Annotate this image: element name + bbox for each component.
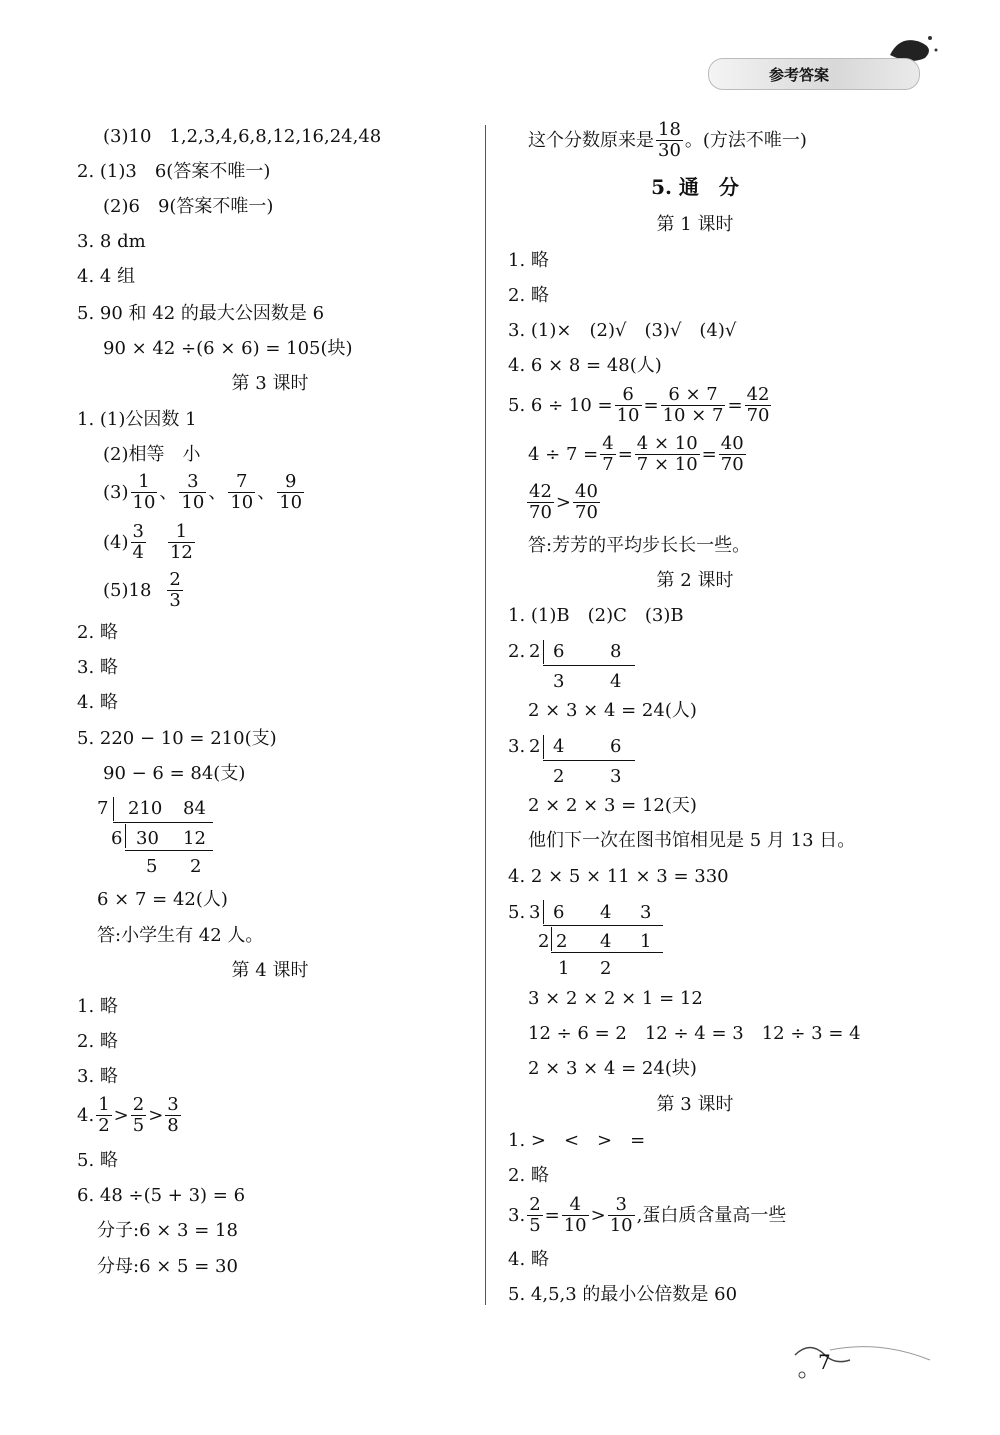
answer-line: 2 × 2 × 3 = 12(天) [528,795,697,816]
answer-line: 6. 48 ÷(5 + 3) = 6 [77,1185,246,1206]
item-label: 3. [508,736,526,757]
operator: = [643,394,659,416]
fraction: $\frac{3}{8}$ [167,1094,179,1136]
answer-line: 12 ÷ 6 = 2 12 ÷ 4 = 3 12 ÷ 3 = 4 [528,1023,861,1044]
chapter-heading: 5. 通 分 [651,175,739,199]
answer-line: 2. 略 [508,285,549,306]
answer-line-fraction [528,120,807,161]
fraction: $\frac{40}{70}$ [575,481,598,523]
item-label: 4. [77,1104,95,1126]
item-label: (5)18 [103,579,152,601]
division-bar [125,850,213,851]
answer-line: 答:芳芳的平均步长长一些。 [528,535,751,556]
separator: 、 [208,481,227,503]
answer-line: 分子:6 × 3 = 18 [97,1220,238,1241]
fraction: $\frac{1}{10}$ [132,471,156,513]
dividend: 8 [610,641,622,662]
fraction: $\frac{4}{10}$ [563,1194,587,1236]
division-bar [543,900,544,924]
text: 5. 6 ÷ 10 = [508,394,613,416]
division-bar [543,640,544,664]
text: 。(方法不唯一) [684,129,807,151]
text: ,蛋白质含量高一些 [636,1204,787,1226]
quotient: 12 [183,828,206,849]
answer-line: (2)相等 小 [103,444,201,465]
division-bar [551,927,552,951]
division-bar [543,735,544,759]
answer-line: 5. 4,5,3 的最小公倍数是 60 [508,1284,738,1305]
fraction-equation-line [508,385,773,426]
answer-line: 4. 略 [508,1249,549,1270]
answer-line: 4. 2 × 5 × 11 × 3 = 330 [508,866,729,887]
division-bar [125,824,126,848]
fraction-compare-line [77,1095,183,1136]
fraction: $\frac{40}{70}$ [720,433,744,475]
answer-line: 1. > < > = [508,1130,646,1151]
answer-line: 4. 略 [77,692,118,713]
separator: 、 [257,481,276,503]
fraction-compare-line [508,1195,786,1236]
answer-line: 90 × 42 ÷(6 × 6) = 105(块) [103,338,353,359]
divisor: 2 [529,736,541,757]
answer-line: (2)6 9(答案不唯一) [103,196,274,217]
divisor: 7 [97,798,109,819]
section-heading: 第 3 课时 [656,1094,734,1115]
division-bar [113,797,114,821]
section-heading: 第 4 课时 [231,960,309,981]
answer-line: 5. 90 和 42 的最大公因数是 6 [77,303,325,324]
fraction-line-3 [103,472,306,513]
item-label: 5. [508,902,526,923]
answer-line: 1. 略 [508,250,549,271]
dividend: 210 [128,798,163,819]
text: 4 ÷ 7 = [528,443,599,465]
header-badge [708,58,920,90]
operator: > [113,1104,129,1126]
fraction: $\frac{9}{10}$ [279,471,303,513]
dividend: 4 [553,736,565,757]
answer-line: 90 − 6 = 84(支) [103,763,246,784]
answer-line: 他们下一次在图书馆相见是 5 月 13 日。 [528,830,856,851]
answer-line: 2 × 3 × 4 = 24(人) [528,700,697,721]
divisor: 2 [529,641,541,662]
fraction: $\frac{1}{12}$ [169,521,193,563]
answer-line: 1. (1)公因数 1 [77,409,197,430]
quotient: 2 [556,931,568,952]
item-label: (3) [103,481,129,503]
fraction: $\frac{42}{70}$ [529,481,552,523]
fraction: $\frac{6}{10}$ [616,384,640,426]
answer-line: 2 × 3 × 4 = 24(块) [528,1058,697,1079]
fraction: $\frac{6 \times 7}{10 \times 7}$ [662,384,724,426]
answer-line: 分母:6 × 5 = 30 [97,1256,238,1277]
dividend: 4 [600,902,612,923]
answer-line: 2. (1)3 6(答案不唯一) [77,161,271,182]
divisor: 3 [529,902,541,923]
division-bar [543,925,663,926]
quotient: 2 [600,958,612,979]
fraction-line-5 [103,570,185,611]
fraction: $\frac{2}{5}$ [132,1094,145,1136]
quotient: 5 [146,856,158,877]
division-bar [543,665,635,666]
answer-line: 3 × 2 × 2 × 1 = 12 [528,988,703,1009]
quotient: 4 [600,931,612,952]
quotient: 4 [610,671,622,692]
answer-line: 3. (1)× (2)√ (3)√ (4)√ [508,320,737,341]
fraction: $\frac{3}{10}$ [181,471,205,513]
fraction: $\frac{2}{5}$ [529,1194,541,1236]
answer-line: 4. 4 组 [77,266,136,287]
operator: > [148,1104,164,1126]
quotient: 2 [190,856,202,877]
section-heading: 第 2 课时 [656,570,734,591]
quotient: 3 [553,671,565,692]
division-bar [551,952,663,953]
quotient: 1 [558,958,570,979]
fraction-compare-line [525,482,602,523]
column-divider [485,125,486,1305]
fraction: $\frac{4 \times 10}{7 \times 10}$ [636,433,698,475]
operator: > [590,1204,606,1226]
fraction-line-4 [103,522,197,563]
dividend: 6 [553,641,565,662]
operator: = [544,1204,560,1226]
answer-line: 5. 略 [77,1150,118,1171]
dividend: 6 [553,902,565,923]
fraction: $\frac{42}{70}$ [746,384,770,426]
dividend: 84 [183,798,206,819]
header-title: 参考答案 [769,66,830,84]
item-label: 3. [508,1204,526,1226]
answer-line: 2. 略 [508,1165,549,1186]
fraction: $\frac{3}{10}$ [609,1194,633,1236]
answer-line: 6 × 7 = 42(人) [97,889,228,910]
answer-line: 2. 略 [77,1031,118,1052]
fraction: $\frac{18}{30}$ [658,119,681,161]
fraction: $\frac{4}{7}$ [602,433,614,475]
answer-line: 3. 略 [77,657,118,678]
division-bar [543,760,635,761]
division-bar [113,822,213,823]
answer-line: 3. 8 dm [77,231,146,252]
item-label: 2. [508,641,526,662]
quotient: 30 [136,828,159,849]
answer-line: 3. 略 [77,1066,118,1087]
answer-line: 4. 6 × 8 = 48(人) [508,355,662,376]
divisor: 2 [538,931,550,952]
divisor: 6 [111,828,123,849]
operator: > [555,491,571,513]
answer-line: 2. 略 [77,622,118,643]
quotient: 1 [640,931,652,952]
operator: = [727,394,743,416]
fraction: $\frac{3}{4}$ [132,521,144,563]
separator: 、 [159,481,178,503]
section-heading: 第 3 课时 [231,373,309,394]
quotient: 3 [610,766,622,787]
fraction: $\frac{7}{10}$ [230,471,254,513]
operator: = [701,443,717,465]
item-label: (4) [103,531,129,553]
fraction: $\frac{1}{2}$ [98,1094,110,1136]
text: 这个分数原来是 [528,129,654,151]
answer-line: 1. (1)B (2)C (3)B [508,605,684,626]
operator: = [617,443,633,465]
dividend: 6 [610,736,622,757]
page-number: 7 [818,1350,831,1374]
fraction-equation-line [528,434,748,475]
answer-line: 1. 略 [77,996,118,1017]
section-heading: 第 1 课时 [656,214,734,235]
answer-line: (3)10 1,2,3,4,6,8,12,16,24,48 [103,126,382,147]
answer-line: 答:小学生有 42 人。 [97,925,264,946]
fraction: $\frac{2}{3}$ [169,569,181,611]
dividend: 3 [640,902,652,923]
quotient: 2 [553,766,565,787]
answer-line: 5. 220 − 10 = 210(支) [77,728,277,749]
